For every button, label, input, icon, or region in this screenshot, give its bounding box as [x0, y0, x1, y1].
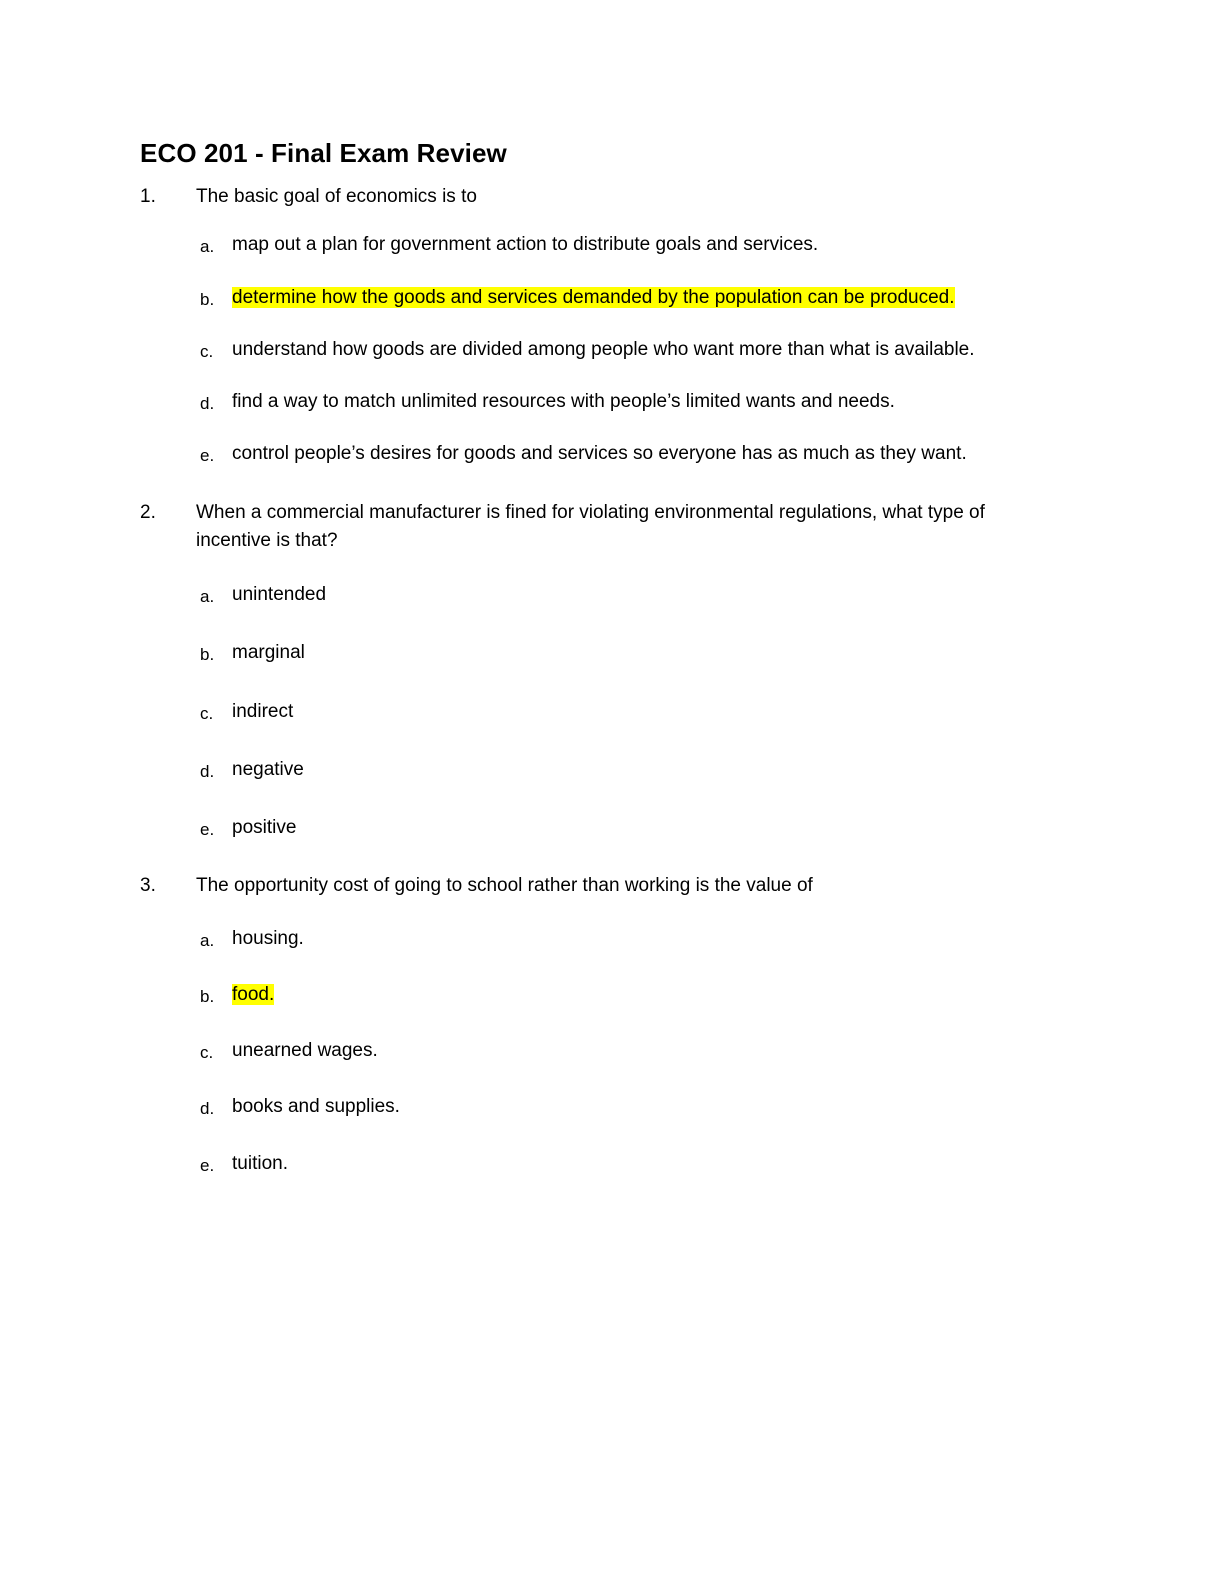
question-text: When a commercial manufacturer is fined for violating environmental regulations, what type of incentive is that?: [196, 501, 985, 551]
choice-item: [140, 231, 1074, 263]
choice-text: [232, 1093, 400, 1121]
question-number: 1.: [140, 186, 156, 208]
choice-letter: e.: [200, 446, 215, 466]
choice-item: [140, 284, 1074, 316]
question-list: [140, 183, 1074, 1182]
choice-item: [140, 981, 1074, 1013]
choice-text: [232, 698, 293, 726]
choice-letter: d.: [200, 761, 215, 781]
choice-letter: e.: [200, 820, 215, 840]
choice-item: [140, 1150, 1074, 1182]
choice-text-run: books and supplies.: [232, 1096, 400, 1118]
choice-item: [140, 388, 1074, 420]
choice-text: [232, 581, 326, 609]
choice-item: [140, 756, 1074, 788]
choice-item: [140, 440, 1074, 472]
choice-text-run: map out a plan for government action to distribute goals and services.: [232, 234, 819, 256]
question-text: The opportunity cost of going to school rather than working is the value of: [196, 875, 813, 897]
choice-text: [232, 231, 818, 259]
choice-item: [140, 925, 1074, 957]
choice-letter: d.: [200, 1099, 215, 1119]
choice-letter: c.: [200, 703, 214, 723]
choice-text-run: indirect: [232, 700, 294, 722]
choice-text: [232, 440, 967, 468]
choice-item: [140, 336, 1074, 368]
choice-text: [232, 1037, 378, 1065]
choice-text-run: negative: [232, 758, 304, 780]
choice-text: [232, 336, 975, 364]
choice-text-run: control people’s desires for goods and services so everyone has as much as they want.: [232, 443, 967, 465]
choice-item: [140, 814, 1074, 846]
choice-letter: a.: [200, 587, 215, 606]
question-number: 2.: [140, 501, 156, 523]
choice-letter: a.: [200, 237, 215, 257]
question-text: The basic goal of economics is to: [196, 186, 477, 208]
choice-text-run: housing.: [232, 927, 304, 949]
choice-text: [232, 1150, 288, 1178]
choice-list: [140, 581, 1074, 846]
choice-text: [232, 388, 895, 416]
choice-item: [140, 1037, 1074, 1069]
choice-text: [232, 284, 955, 312]
choice-text: [232, 925, 304, 953]
choice-text-run: unearned wages.: [232, 1040, 378, 1062]
page-title: ECO 201 - Final Exam Review: [140, 138, 507, 168]
choice-text-run: find a way to match unlimited resources with people’s limited wants and needs.: [232, 391, 895, 413]
choice-text: [232, 981, 274, 1009]
choice-list: [140, 925, 1074, 1182]
choice-text-run: tuition.: [232, 1152, 288, 1174]
choice-text-run: positive: [232, 817, 297, 839]
choice-text: [232, 756, 304, 784]
choice-item: [140, 1093, 1074, 1125]
choice-letter: c.: [200, 341, 214, 361]
choice-letter: e.: [200, 1155, 215, 1175]
choice-text-run: unintended: [232, 584, 327, 605]
choice-letter: b.: [200, 986, 215, 1006]
highlighted-answer: food.: [232, 983, 275, 1005]
question-header: [140, 499, 1074, 555]
choice-letter: c.: [200, 1043, 214, 1063]
choice-text: [232, 814, 296, 842]
choice-list: [140, 231, 1074, 472]
choice-item: [140, 639, 1074, 671]
choice-letter: d.: [200, 394, 215, 414]
choice-text: [232, 639, 305, 667]
question-item: [140, 872, 1074, 1182]
choice-item: [140, 581, 1074, 613]
question-item: [140, 183, 1074, 473]
question-item: [140, 499, 1074, 847]
choice-text-run: marginal: [232, 642, 305, 664]
highlighted-answer: determine how the goods and services demanded by the population can be produced.: [232, 286, 955, 308]
choice-letter: b.: [200, 289, 215, 309]
question-header: [140, 872, 1074, 900]
question-number: 3.: [140, 875, 156, 897]
question-header: [140, 183, 1074, 211]
choice-letter: b.: [200, 645, 215, 665]
choice-text-run: understand how goods are divided among people who want more than what is available.: [232, 338, 975, 360]
choice-item: [140, 698, 1074, 730]
choice-letter: a.: [200, 930, 215, 950]
